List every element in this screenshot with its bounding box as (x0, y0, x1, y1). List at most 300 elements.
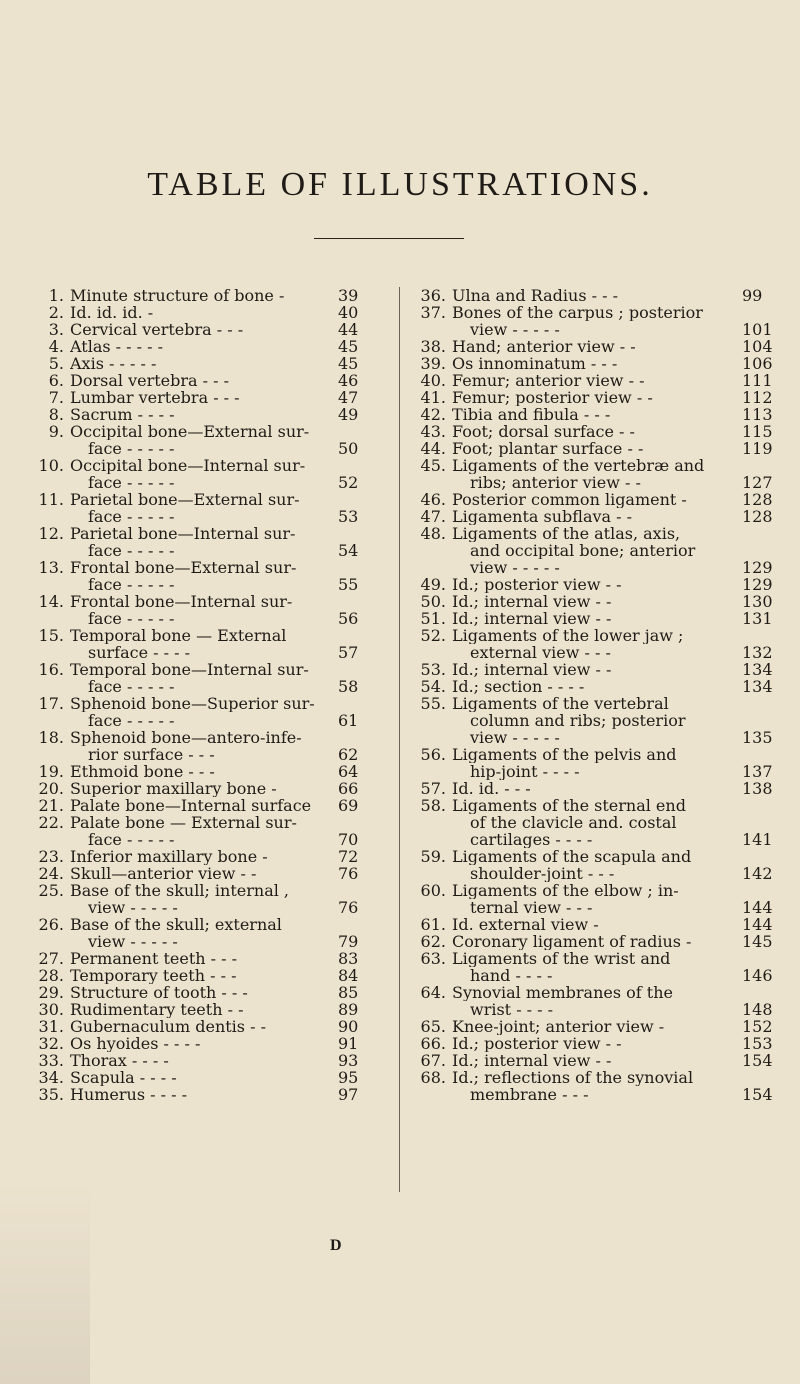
entry-caption (452, 304, 734, 338)
toc-entry (30, 559, 380, 593)
page-title: TABLE OF ILLUSTRATIONS. (147, 166, 653, 203)
entry-caption (70, 338, 330, 355)
entry-page-number: 134 (742, 660, 773, 679)
entry-caption (452, 406, 734, 423)
entry-caption-line: view - - - - - (470, 321, 560, 338)
entry-page-number: 97 (338, 1085, 359, 1104)
entry-page-number: 70 (338, 830, 359, 849)
entry-caption (452, 984, 734, 1018)
entry-caption-line: Ligaments of the scapula and (452, 848, 692, 865)
toc-entry (410, 423, 778, 440)
toc-entry (410, 593, 778, 610)
entry-caption (70, 287, 330, 304)
entry-caption (452, 882, 734, 916)
entry-caption (452, 338, 734, 355)
entry-number: 9. (48, 422, 64, 441)
entry-number: 62. (420, 932, 446, 951)
toc-entry (30, 967, 380, 984)
entry-number: 25. (38, 881, 64, 900)
entry-caption-line: face - - - - - (88, 678, 175, 695)
toc-entry (410, 1069, 778, 1103)
page-edge-shadow (0, 1180, 90, 1384)
entry-page-number: 55 (338, 575, 359, 594)
entry-number: 32. (38, 1034, 64, 1053)
entry-page-number: 90 (338, 1017, 359, 1036)
entry-number: 23. (38, 847, 64, 866)
entry-caption (70, 1035, 330, 1052)
entry-page-number: 84 (338, 966, 359, 985)
title-rule (314, 238, 464, 239)
entry-number: 57. (420, 779, 446, 798)
entry-number: 17. (38, 694, 64, 713)
entry-page-number: 106 (742, 354, 773, 373)
entry-page-number: 57 (338, 643, 359, 662)
entry-caption (452, 372, 734, 389)
right-column (410, 287, 778, 1103)
entry-number: 18. (38, 728, 64, 747)
entry-number: 42. (420, 405, 446, 424)
toc-entry (30, 763, 380, 780)
entry-caption (70, 797, 330, 814)
entry-page-number: 144 (742, 898, 773, 917)
entry-number: 33. (38, 1051, 64, 1070)
entry-caption-line: Thorax - - - - (70, 1052, 169, 1069)
toc-entry (30, 525, 380, 559)
entry-caption-line: Atlas - - - - - (70, 338, 164, 355)
toc-entry (410, 525, 778, 576)
entry-caption-line: Coronary ligament of radius - (452, 933, 692, 950)
entry-number: 48. (420, 524, 446, 543)
toc-entry (30, 984, 380, 1001)
entry-number: 67. (420, 1051, 446, 1070)
entry-caption-line: Occipital bone—External sur- (70, 423, 310, 440)
entry-number: 20. (38, 779, 64, 798)
toc-entry (30, 372, 380, 389)
entry-caption-line: Rudimentary teeth - - (70, 1001, 244, 1018)
entry-caption (70, 1086, 330, 1103)
toc-entry (30, 627, 380, 661)
entry-number: 60. (420, 881, 446, 900)
entry-page-number: 89 (338, 1000, 359, 1019)
entry-page-number: 104 (742, 337, 773, 356)
entry-caption-line: column and ribs; posterior (470, 712, 686, 729)
entry-number: 50. (420, 592, 446, 611)
entry-number: 46. (420, 490, 446, 509)
entry-page-number: 129 (742, 558, 773, 577)
entry-caption (452, 389, 734, 406)
toc-entry (30, 916, 380, 950)
entry-caption-line: Ligaments of the pelvis and (452, 746, 677, 763)
entry-number: 22. (38, 813, 64, 832)
toc-entry (30, 848, 380, 865)
toc-entry (410, 304, 778, 338)
toc-entry (410, 661, 778, 678)
entry-caption-line: Ligaments of the lower jaw ; (452, 627, 684, 644)
entry-page-number: 130 (742, 592, 773, 611)
entry-page-number: 69 (338, 796, 359, 815)
entry-caption-line: Ligaments of the vertebral (452, 695, 669, 712)
entry-caption (452, 593, 734, 610)
toc-entry (30, 355, 380, 372)
entry-page-number: 56 (338, 609, 359, 628)
entry-caption-line: Frontal bone—Internal sur- (70, 593, 293, 610)
entry-caption (70, 729, 330, 763)
entry-caption (70, 457, 330, 491)
entry-number: 59. (420, 847, 446, 866)
toc-entry (410, 389, 778, 406)
entry-caption-line: Sphenoid bone—antero-infe- (70, 729, 302, 746)
entry-page-number: 85 (338, 983, 359, 1002)
entry-caption (70, 491, 330, 525)
entry-caption-line: Tibia and fibula - - - (452, 406, 611, 423)
entry-number: 14. (38, 592, 64, 611)
entry-page-number: 129 (742, 575, 773, 594)
toc-entry (410, 491, 778, 508)
entry-page-number: 138 (742, 779, 773, 798)
entry-page-number: 144 (742, 915, 773, 934)
entry-caption-line: Scapula - - - - (70, 1069, 177, 1086)
toc-entry (410, 610, 778, 627)
entry-page-number: 66 (338, 779, 359, 798)
entry-caption-line: Structure of tooth - - - (70, 984, 248, 1001)
entry-caption (70, 967, 330, 984)
entry-caption (70, 1001, 330, 1018)
entry-caption-line: Lumbar vertebra - - - (70, 389, 240, 406)
entry-page-number: 99 (742, 286, 763, 305)
entry-number: 53. (420, 660, 446, 679)
entry-caption-line: Id. external view - (452, 916, 599, 933)
entry-caption (70, 1018, 330, 1035)
entry-caption-line: membrane - - - (470, 1086, 589, 1103)
entry-number: 6. (48, 371, 64, 390)
entry-caption-line: Sacrum - - - - (70, 406, 175, 423)
entry-number: 64. (420, 983, 446, 1002)
entry-caption-line: Synovial membranes of the (452, 984, 673, 1001)
entry-caption (70, 780, 330, 797)
entry-number: 34. (38, 1068, 64, 1087)
toc-entry (410, 950, 778, 984)
entry-caption-line: Dorsal vertebra - - - (70, 372, 230, 389)
toc-entry (30, 338, 380, 355)
entry-caption-line: Axis - - - - - (70, 355, 157, 372)
entry-caption (452, 1069, 734, 1103)
entry-caption-line: hand - - - - (470, 967, 553, 984)
entry-caption (452, 848, 734, 882)
entry-page-number: 44 (338, 320, 359, 339)
entry-page-number: 154 (742, 1051, 773, 1070)
toc-entry (30, 321, 380, 338)
entry-caption-line: Skull—anterior view - - (70, 865, 257, 882)
entry-number: 21. (38, 796, 64, 815)
entry-caption-line: Humerus - - - - (70, 1086, 188, 1103)
entry-number: 5. (48, 354, 64, 373)
entry-caption-line: Id. id. id. - (70, 304, 154, 321)
entry-caption-line: Palate bone—Internal surface (70, 797, 312, 814)
entry-page-number: 134 (742, 677, 773, 696)
entry-caption (70, 321, 330, 338)
entry-caption (70, 916, 330, 950)
toc-entry (30, 661, 380, 695)
entry-page-number: 128 (742, 507, 773, 526)
entry-number: 2. (48, 303, 64, 322)
entry-page-number: 45 (338, 354, 359, 373)
entry-page-number: 112 (742, 388, 773, 407)
entry-number: 63. (420, 949, 446, 968)
entry-caption (452, 746, 734, 780)
entry-number: 45. (420, 456, 446, 475)
entry-page-number: 62 (338, 745, 359, 764)
entry-caption-line: Id.; internal view - - (452, 593, 612, 610)
entry-number: 56. (420, 745, 446, 764)
entry-number: 58. (420, 796, 446, 815)
entry-page-number: 93 (338, 1051, 359, 1070)
toc-entry (30, 780, 380, 797)
entry-caption-line: Knee-joint; anterior view - (452, 1018, 665, 1035)
entry-page-number: 154 (742, 1085, 773, 1104)
entry-caption-line: Permanent teeth - - - (70, 950, 238, 967)
entry-page-number: 61 (338, 711, 359, 730)
toc-entry (30, 1001, 380, 1018)
toc-entry (30, 457, 380, 491)
entry-caption-line: Gubernaculum dentis - - (70, 1018, 266, 1035)
entry-number: 55. (420, 694, 446, 713)
entry-caption-line: Inferior maxillary bone - (70, 848, 268, 865)
entry-caption-line: Superior maxillary bone - (70, 780, 277, 797)
entry-caption-line: Foot; dorsal surface - - (452, 423, 635, 440)
toc-entry (410, 916, 778, 933)
entry-number: 7. (48, 388, 64, 407)
toc-entry (410, 406, 778, 423)
entry-number: 44. (420, 439, 446, 458)
entry-number: 30. (38, 1000, 64, 1019)
entry-caption-line: face - - - - - (88, 474, 175, 491)
entry-page-number: 142 (742, 864, 773, 883)
toc-entry (30, 491, 380, 525)
entry-number: 27. (38, 949, 64, 968)
entry-caption-line: surface - - - - (88, 644, 191, 661)
column-divider (399, 287, 400, 1192)
entry-caption (452, 695, 734, 746)
entry-caption-line: Femur; anterior view - - (452, 372, 645, 389)
entry-caption-line: Id.; reflections of the synovial (452, 1069, 694, 1086)
entry-caption (70, 593, 330, 627)
entry-caption-line: face - - - - - (88, 542, 175, 559)
entry-page-number: 91 (338, 1034, 359, 1053)
entry-caption-line: Id.; internal view - - (452, 1052, 612, 1069)
entry-number: 39. (420, 354, 446, 373)
entry-caption-line: Sphenoid bone—Superior sur- (70, 695, 315, 712)
entry-caption-line: Ulna and Radius - - - (452, 287, 619, 304)
entry-number: 29. (38, 983, 64, 1002)
entry-caption (452, 355, 734, 372)
entry-caption-line: face - - - - - (88, 712, 175, 729)
entry-caption-line: Foot; plantar surface - - (452, 440, 644, 457)
entry-caption-line: Posterior common ligament - (452, 491, 687, 508)
entry-caption-line: Id. id. - - - (452, 780, 531, 797)
entry-caption-line: Temporary teeth - - - (70, 967, 237, 984)
entry-number: 38. (420, 337, 446, 356)
entry-number: 8. (48, 405, 64, 424)
entry-page-number: 141 (742, 830, 773, 849)
entry-caption-line: view - - - - - (470, 729, 560, 746)
toc-entry (30, 695, 380, 729)
toc-entry (30, 1086, 380, 1103)
entry-number: 65. (420, 1017, 446, 1036)
entry-caption (70, 406, 330, 423)
toc-entry (410, 372, 778, 389)
entry-number: 51. (420, 609, 446, 628)
entry-caption (452, 950, 734, 984)
entry-caption-line: Id.; internal view - - (452, 661, 612, 678)
entry-page-number: 76 (338, 864, 359, 883)
entry-caption (452, 916, 734, 933)
entry-caption-line: Minute structure of bone - (70, 287, 285, 304)
entry-page-number: 115 (742, 422, 773, 441)
entry-caption (70, 525, 330, 559)
entry-caption-line: Os innominatum - - - (452, 355, 618, 372)
toc-entry (410, 355, 778, 372)
entry-page-number: 146 (742, 966, 773, 985)
entry-page-number: 54 (338, 541, 359, 560)
entry-number: 54. (420, 677, 446, 696)
entry-caption (70, 865, 330, 882)
entry-caption (70, 661, 330, 695)
toc-entry (410, 797, 778, 848)
entry-caption-line: Temporal bone—Internal sur- (70, 661, 309, 678)
entry-number: 1. (48, 286, 64, 305)
entry-caption-line: Frontal bone—External sur- (70, 559, 297, 576)
entry-caption-line: Id.; posterior view - - (452, 1035, 622, 1052)
entry-page-number: 132 (742, 643, 773, 662)
entry-page-number: 45 (338, 337, 359, 356)
entry-caption (452, 661, 734, 678)
toc-entry (410, 1035, 778, 1052)
entry-caption-line: ribs; anterior view - - (470, 474, 641, 491)
toc-entry (30, 729, 380, 763)
entry-page-number: 52 (338, 473, 359, 492)
entry-number: 24. (38, 864, 64, 883)
entry-number: 68. (420, 1068, 446, 1087)
entry-caption (70, 1052, 330, 1069)
entry-caption (70, 984, 330, 1001)
toc-entry (410, 780, 778, 797)
entry-page-number: 131 (742, 609, 773, 628)
entry-caption-line: and occipital bone; anterior (470, 542, 696, 559)
entry-caption (452, 780, 734, 797)
entry-caption-line: Temporal bone — External (70, 627, 287, 644)
entry-number: 12. (38, 524, 64, 543)
toc-entry (30, 797, 380, 814)
entry-number: 61. (420, 915, 446, 934)
entry-page-number: 153 (742, 1034, 773, 1053)
entry-caption (452, 610, 734, 627)
entry-number: 37. (420, 303, 446, 322)
entry-number: 49. (420, 575, 446, 594)
entry-number: 41. (420, 388, 446, 407)
toc-entry (410, 508, 778, 525)
entry-caption (452, 678, 734, 695)
toc-entry (30, 1069, 380, 1086)
entry-page-number: 128 (742, 490, 773, 509)
entry-caption (70, 355, 330, 372)
entry-page-number: 145 (742, 932, 773, 951)
entry-caption (452, 525, 734, 576)
entry-caption-line: Id.; posterior view - - (452, 576, 622, 593)
entry-caption-line: Ligaments of the elbow ; in- (452, 882, 679, 899)
entry-number: 10. (38, 456, 64, 475)
entry-caption-line: view - - - - - (88, 933, 178, 950)
entry-caption (452, 627, 734, 661)
entry-caption-line: Ligamenta subflava - - (452, 508, 633, 525)
toc-entry (410, 338, 778, 355)
toc-entry (30, 814, 380, 848)
entry-page-number: 58 (338, 677, 359, 696)
entry-caption-line: ternal view - - - (470, 899, 593, 916)
toc-entry (30, 423, 380, 457)
entry-caption (70, 763, 330, 780)
entry-page-number: 127 (742, 473, 773, 492)
entry-page-number: 79 (338, 932, 359, 951)
entry-page-number: 119 (742, 439, 773, 458)
entry-caption-line: Id.; section - - - - (452, 678, 585, 695)
entry-number: 15. (38, 626, 64, 645)
entry-caption-line: Ligaments of the vertebræ and (452, 457, 705, 474)
entry-caption (452, 1052, 734, 1069)
entry-number: 16. (38, 660, 64, 679)
entry-caption-line: face - - - - - (88, 576, 175, 593)
left-column (30, 287, 380, 1103)
entry-caption-line: Ligaments of the sternal end (452, 797, 686, 814)
entry-caption-line: external view - - - (470, 644, 611, 661)
toc-entry (410, 984, 778, 1018)
entry-caption-line: Os hyoides - - - - (70, 1035, 201, 1052)
toc-entry (30, 882, 380, 916)
entry-caption-line: wrist - - - - (470, 1001, 554, 1018)
entry-caption-line: Base of the skull; external (70, 916, 282, 933)
toc-entry (410, 678, 778, 695)
toc-entry (410, 1018, 778, 1035)
entry-caption-line: face - - - - - (88, 508, 175, 525)
toc-entry (410, 882, 778, 916)
entry-caption (70, 389, 330, 406)
toc-entry (410, 627, 778, 661)
entry-page-number: 49 (338, 405, 359, 424)
toc-entry (410, 848, 778, 882)
toc-entry (410, 746, 778, 780)
entry-caption (70, 423, 330, 457)
entry-page-number: 135 (742, 728, 773, 747)
entry-caption-line: shoulder-joint - - - (470, 865, 615, 882)
entry-caption-line: cartilages - - - - (470, 831, 593, 848)
entry-number: 40. (420, 371, 446, 390)
entry-caption-line: Femur; posterior view - - (452, 389, 653, 406)
entry-caption-line: Base of the skull; internal , (70, 882, 290, 899)
entry-number: 43. (420, 422, 446, 441)
entry-caption (452, 797, 734, 848)
entry-caption-line: Parietal bone—Internal sur- (70, 525, 296, 542)
entry-caption-line: face - - - - - (88, 440, 175, 457)
entry-caption-line: Parietal bone—External sur- (70, 491, 300, 508)
entry-caption (70, 950, 330, 967)
entry-number: 28. (38, 966, 64, 985)
entry-page-number: 113 (742, 405, 773, 424)
entry-caption (70, 627, 330, 661)
entry-caption-line: hip-joint - - - - (470, 763, 580, 780)
entry-caption-line: Bones of the carpus ; posterior (452, 304, 703, 321)
entry-number: 31. (38, 1017, 64, 1036)
toc-entry (410, 287, 778, 304)
toc-entry (410, 457, 778, 491)
